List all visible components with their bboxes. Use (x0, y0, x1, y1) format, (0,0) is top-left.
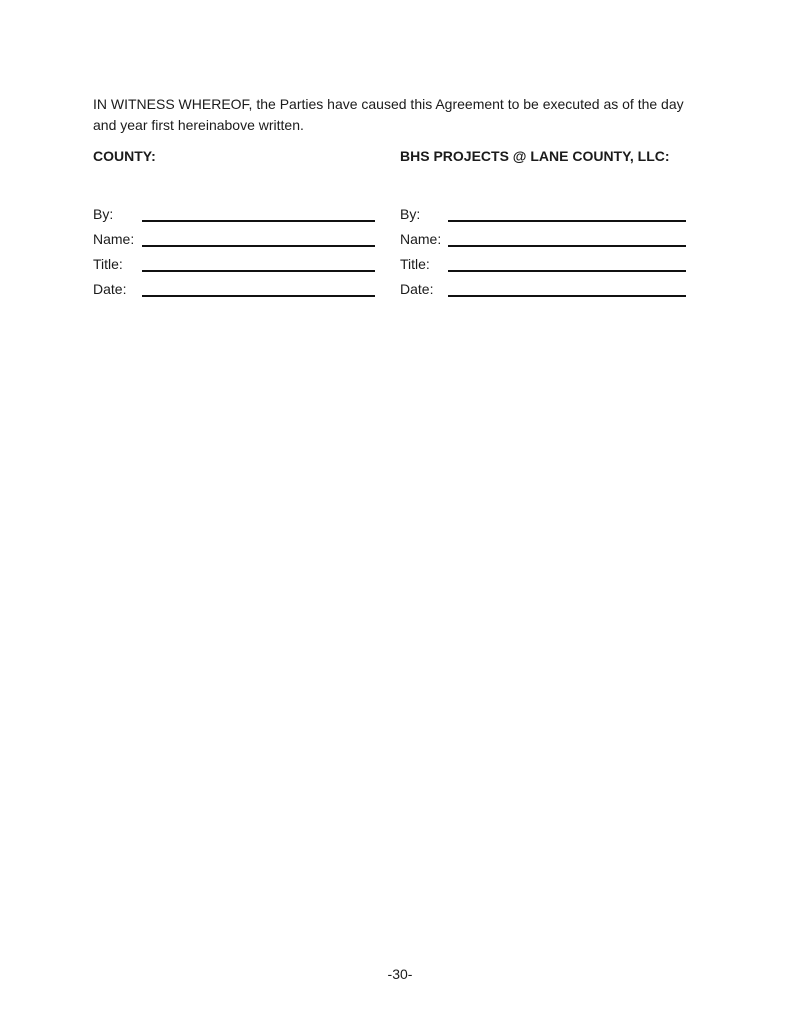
signature-row-title (400, 255, 686, 280)
date-signature-line (448, 280, 686, 297)
name-label: Name: (93, 231, 135, 247)
signature-row-name (93, 230, 375, 255)
signature-row-by (93, 205, 375, 230)
signature-row-by (400, 205, 686, 230)
title-label: Title: (93, 256, 123, 272)
by-signature-line (142, 205, 375, 222)
page-number: -30- (387, 966, 413, 982)
by-signature-line (448, 205, 686, 222)
signature-row-title (93, 255, 375, 280)
party-heading-county: COUNTY: (93, 148, 156, 164)
witness-clause-paragraph: IN WITNESS WHEREOF, the Parties have caused this Agreement to be executed as of the day and year first hereinabove written. (93, 96, 684, 133)
date-label: Date: (93, 281, 127, 297)
by-label: By: (93, 206, 114, 222)
name-signature-line (448, 230, 686, 247)
signature-row-date (400, 280, 686, 305)
signature-row-name (400, 230, 686, 255)
title-signature-line (448, 255, 686, 272)
date-label: Date: (400, 281, 434, 297)
date-signature-line (142, 280, 375, 297)
by-label: By: (400, 206, 421, 222)
name-signature-line (142, 230, 375, 247)
party-heading-bhs-projects: BHS PROJECTS @ LANE COUNTY, LLC: (400, 148, 670, 164)
signature-row-date (93, 280, 375, 305)
title-label: Title: (400, 256, 430, 272)
title-signature-line (142, 255, 375, 272)
signature-block-bhs-projects (400, 205, 686, 305)
signature-block-county (93, 205, 375, 305)
name-label: Name: (400, 231, 442, 247)
